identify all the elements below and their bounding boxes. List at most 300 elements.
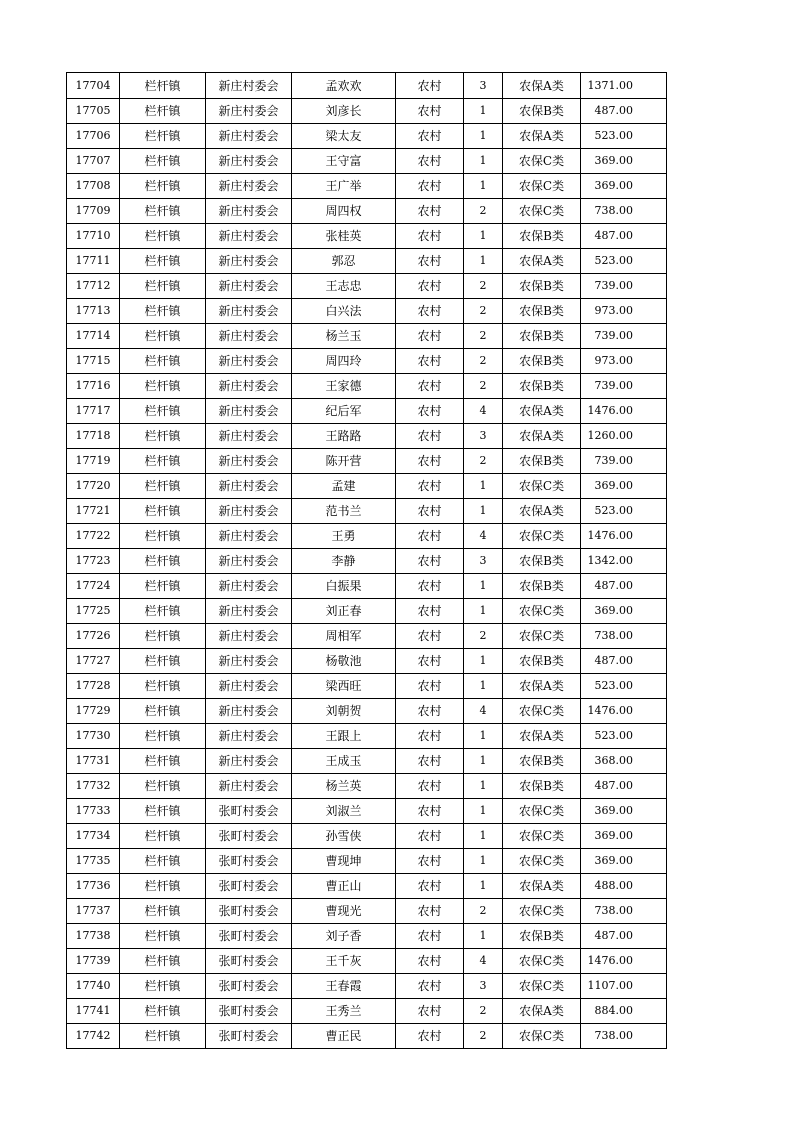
village-committee-cell: 新庄村委会 [206,99,292,124]
name-cell: 王春霞 [292,974,396,999]
town-cell: 栏杆镇 [120,499,206,524]
amount-cell: 369.00 [581,149,667,174]
category-cell: 农保A类 [503,499,581,524]
category-cell: 农保C类 [503,899,581,924]
table-body [67,73,667,1049]
household-size-cell: 2 [464,374,503,399]
name-cell: 郭忍 [292,249,396,274]
area-type-cell: 农村 [396,299,464,324]
area-type-cell: 农村 [396,249,464,274]
household-size-cell: 3 [464,549,503,574]
table-row [67,899,667,924]
village-committee-cell: 新庄村委会 [206,124,292,149]
village-committee-cell: 张町村委会 [206,824,292,849]
village-committee-cell: 张町村委会 [206,899,292,924]
area-type-cell: 农村 [396,199,464,224]
table-row [67,924,667,949]
town-cell: 栏杆镇 [120,749,206,774]
village-committee-cell: 新庄村委会 [206,399,292,424]
town-cell: 栏杆镇 [120,699,206,724]
household-size-cell: 2 [464,349,503,374]
town-cell: 栏杆镇 [120,299,206,324]
serial-number-cell: 17738 [67,924,120,949]
household-size-cell: 4 [464,524,503,549]
serial-number-cell: 17731 [67,749,120,774]
amount-cell: 973.00 [581,349,667,374]
category-cell: 农保B类 [503,349,581,374]
table-row [67,774,667,799]
town-cell: 栏杆镇 [120,224,206,249]
name-cell: 范书兰 [292,499,396,524]
household-size-cell: 2 [464,299,503,324]
name-cell: 张桂英 [292,224,396,249]
table-row [67,99,667,124]
village-committee-cell: 张町村委会 [206,999,292,1024]
household-size-cell: 1 [464,474,503,499]
area-type-cell: 农村 [396,449,464,474]
category-cell: 农保C类 [503,524,581,549]
name-cell: 王千灰 [292,949,396,974]
household-size-cell: 1 [464,724,503,749]
household-size-cell: 1 [464,749,503,774]
area-type-cell: 农村 [396,999,464,1024]
town-cell: 栏杆镇 [120,324,206,349]
category-cell: 农保B类 [503,649,581,674]
name-cell: 周相军 [292,624,396,649]
amount-cell: 738.00 [581,624,667,649]
area-type-cell: 农村 [396,524,464,549]
table-row [67,949,667,974]
household-size-cell: 3 [464,424,503,449]
area-type-cell: 农村 [396,424,464,449]
name-cell: 刘正春 [292,599,396,624]
amount-cell: 369.00 [581,824,667,849]
village-committee-cell: 新庄村委会 [206,474,292,499]
category-cell: 农保B类 [503,449,581,474]
household-size-cell: 1 [464,599,503,624]
town-cell: 栏杆镇 [120,124,206,149]
category-cell: 农保C类 [503,624,581,649]
category-cell: 农保B类 [503,224,581,249]
serial-number-cell: 17730 [67,724,120,749]
category-cell: 农保B类 [503,99,581,124]
amount-cell: 487.00 [581,224,667,249]
household-size-cell: 1 [464,249,503,274]
village-committee-cell: 新庄村委会 [206,249,292,274]
serial-number-cell: 17741 [67,999,120,1024]
serial-number-cell: 17733 [67,799,120,824]
area-type-cell: 农村 [396,824,464,849]
amount-cell: 738.00 [581,1024,667,1049]
serial-number-cell: 17723 [67,549,120,574]
serial-number-cell: 17704 [67,73,120,99]
village-committee-cell: 新庄村委会 [206,424,292,449]
serial-number-cell: 17740 [67,974,120,999]
category-cell: 农保A类 [503,999,581,1024]
town-cell: 栏杆镇 [120,149,206,174]
town-cell: 栏杆镇 [120,824,206,849]
household-size-cell: 1 [464,124,503,149]
area-type-cell: 农村 [396,399,464,424]
town-cell: 栏杆镇 [120,624,206,649]
amount-cell: 1260.00 [581,424,667,449]
table-row [67,424,667,449]
household-size-cell: 1 [464,774,503,799]
town-cell: 栏杆镇 [120,174,206,199]
amount-cell: 523.00 [581,499,667,524]
category-cell: 农保C类 [503,474,581,499]
town-cell: 栏杆镇 [120,874,206,899]
amount-cell: 973.00 [581,299,667,324]
table-row [67,624,667,649]
category-cell: 农保C类 [503,974,581,999]
table-row [67,524,667,549]
name-cell: 王守富 [292,149,396,174]
serial-number-cell: 17734 [67,824,120,849]
area-type-cell: 农村 [396,724,464,749]
name-cell: 白兴法 [292,299,396,324]
name-cell: 王成玉 [292,749,396,774]
town-cell: 栏杆镇 [120,974,206,999]
town-cell: 栏杆镇 [120,899,206,924]
town-cell: 栏杆镇 [120,799,206,824]
area-type-cell: 农村 [396,924,464,949]
area-type-cell: 农村 [396,874,464,899]
table-row [67,724,667,749]
table-row [67,824,667,849]
name-cell: 王跟上 [292,724,396,749]
category-cell: 农保C类 [503,149,581,174]
name-cell: 曹现坤 [292,849,396,874]
category-cell: 农保A类 [503,424,581,449]
name-cell: 周四玲 [292,349,396,374]
area-type-cell: 农村 [396,324,464,349]
amount-cell: 738.00 [581,199,667,224]
serial-number-cell: 17709 [67,199,120,224]
category-cell: 农保C类 [503,949,581,974]
village-committee-cell: 张町村委会 [206,849,292,874]
village-committee-cell: 张町村委会 [206,874,292,899]
town-cell: 栏杆镇 [120,474,206,499]
household-size-cell: 4 [464,699,503,724]
serial-number-cell: 17739 [67,949,120,974]
area-type-cell: 农村 [396,474,464,499]
name-cell: 纪后军 [292,399,396,424]
name-cell: 刘朝贺 [292,699,396,724]
serial-number-cell: 17725 [67,599,120,624]
amount-cell: 487.00 [581,99,667,124]
category-cell: 农保C类 [503,199,581,224]
amount-cell: 369.00 [581,474,667,499]
area-type-cell: 农村 [396,599,464,624]
category-cell: 农保C类 [503,699,581,724]
serial-number-cell: 17718 [67,424,120,449]
table-row [67,73,667,99]
village-committee-cell: 新庄村委会 [206,549,292,574]
village-committee-cell: 新庄村委会 [206,224,292,249]
category-cell: 农保B类 [503,774,581,799]
table-row [67,999,667,1024]
table-row [67,274,667,299]
serial-number-cell: 17721 [67,499,120,524]
table-row [67,599,667,624]
village-committee-cell: 新庄村委会 [206,199,292,224]
town-cell: 栏杆镇 [120,599,206,624]
household-size-cell: 1 [464,499,503,524]
village-committee-cell: 张町村委会 [206,1024,292,1049]
village-committee-cell: 新庄村委会 [206,574,292,599]
amount-cell: 739.00 [581,374,667,399]
amount-cell: 369.00 [581,174,667,199]
town-cell: 栏杆镇 [120,249,206,274]
amount-cell: 1476.00 [581,524,667,549]
category-cell: 农保B类 [503,924,581,949]
serial-number-cell: 17710 [67,224,120,249]
village-committee-cell: 张町村委会 [206,799,292,824]
village-committee-cell: 新庄村委会 [206,749,292,774]
category-cell: 农保A类 [503,724,581,749]
area-type-cell: 农村 [396,974,464,999]
category-cell: 农保B类 [503,274,581,299]
serial-number-cell: 17728 [67,674,120,699]
table-row [67,1024,667,1049]
household-size-cell: 2 [464,999,503,1024]
amount-cell: 739.00 [581,324,667,349]
town-cell: 栏杆镇 [120,649,206,674]
village-committee-cell: 新庄村委会 [206,499,292,524]
name-cell: 王家德 [292,374,396,399]
household-size-cell: 1 [464,224,503,249]
serial-number-cell: 17707 [67,149,120,174]
household-size-cell: 2 [464,449,503,474]
village-committee-cell: 新庄村委会 [206,624,292,649]
table-row [67,199,667,224]
table-row [67,699,667,724]
amount-cell: 1342.00 [581,549,667,574]
category-cell: 农保C类 [503,174,581,199]
household-size-cell: 1 [464,824,503,849]
town-cell: 栏杆镇 [120,374,206,399]
area-type-cell: 农村 [396,949,464,974]
name-cell: 王广举 [292,174,396,199]
town-cell: 栏杆镇 [120,399,206,424]
village-committee-cell: 新庄村委会 [206,324,292,349]
serial-number-cell: 17726 [67,624,120,649]
serial-number-cell: 17737 [67,899,120,924]
area-type-cell: 农村 [396,349,464,374]
table-row [67,149,667,174]
serial-number-cell: 17732 [67,774,120,799]
village-committee-cell: 张町村委会 [206,924,292,949]
village-committee-cell: 新庄村委会 [206,524,292,549]
name-cell: 李静 [292,549,396,574]
serial-number-cell: 17717 [67,399,120,424]
serial-number-cell: 17714 [67,324,120,349]
area-type-cell: 农村 [396,799,464,824]
area-type-cell: 农村 [396,699,464,724]
table-row [67,374,667,399]
village-committee-cell: 张町村委会 [206,974,292,999]
serial-number-cell: 17724 [67,574,120,599]
serial-number-cell: 17727 [67,649,120,674]
name-cell: 王秀兰 [292,999,396,1024]
amount-cell: 739.00 [581,274,667,299]
serial-number-cell: 17736 [67,874,120,899]
name-cell: 刘彦长 [292,99,396,124]
serial-number-cell: 17719 [67,449,120,474]
table-row [67,249,667,274]
town-cell: 栏杆镇 [120,99,206,124]
table-row [67,224,667,249]
village-committee-cell: 新庄村委会 [206,599,292,624]
serial-number-cell: 17706 [67,124,120,149]
category-cell: 农保C类 [503,1024,581,1049]
amount-cell: 1476.00 [581,399,667,424]
table-row [67,874,667,899]
household-size-cell: 2 [464,199,503,224]
town-cell: 栏杆镇 [120,849,206,874]
category-cell: 农保B类 [503,299,581,324]
town-cell: 栏杆镇 [120,524,206,549]
area-type-cell: 农村 [396,149,464,174]
amount-cell: 368.00 [581,749,667,774]
category-cell: 农保A类 [503,674,581,699]
village-committee-cell: 新庄村委会 [206,699,292,724]
amount-cell: 884.00 [581,999,667,1024]
name-cell: 王路路 [292,424,396,449]
name-cell: 梁西旺 [292,674,396,699]
category-cell: 农保B类 [503,374,581,399]
area-type-cell: 农村 [396,124,464,149]
category-cell: 农保C类 [503,824,581,849]
table-row [67,749,667,774]
village-committee-cell: 张町村委会 [206,949,292,974]
category-cell: 农保C类 [503,599,581,624]
category-cell: 农保C类 [503,799,581,824]
name-cell: 刘子香 [292,924,396,949]
household-size-cell: 4 [464,949,503,974]
table-row [67,674,667,699]
table-row [67,649,667,674]
category-cell: 农保A类 [503,249,581,274]
name-cell: 杨兰英 [292,774,396,799]
serial-number-cell: 17742 [67,1024,120,1049]
name-cell: 曹正山 [292,874,396,899]
town-cell: 栏杆镇 [120,949,206,974]
village-committee-cell: 新庄村委会 [206,73,292,99]
household-size-cell: 2 [464,324,503,349]
area-type-cell: 农村 [396,849,464,874]
amount-cell: 487.00 [581,574,667,599]
amount-cell: 523.00 [581,249,667,274]
name-cell: 杨兰玉 [292,324,396,349]
name-cell: 孟欢欢 [292,73,396,99]
table-row [67,499,667,524]
category-cell: 农保A类 [503,73,581,99]
village-committee-cell: 新庄村委会 [206,449,292,474]
name-cell: 周四权 [292,199,396,224]
town-cell: 栏杆镇 [120,424,206,449]
town-cell: 栏杆镇 [120,999,206,1024]
village-committee-cell: 新庄村委会 [206,349,292,374]
serial-number-cell: 17713 [67,299,120,324]
household-size-cell: 1 [464,674,503,699]
serial-number-cell: 17729 [67,699,120,724]
table-row [67,449,667,474]
area-type-cell: 农村 [396,674,464,699]
category-cell: 农保A类 [503,124,581,149]
area-type-cell: 农村 [396,649,464,674]
table-row [67,574,667,599]
name-cell: 曹现光 [292,899,396,924]
town-cell: 栏杆镇 [120,449,206,474]
amount-cell: 523.00 [581,674,667,699]
serial-number-cell: 17708 [67,174,120,199]
amount-cell: 739.00 [581,449,667,474]
amount-cell: 1476.00 [581,949,667,974]
serial-number-cell: 17715 [67,349,120,374]
town-cell: 栏杆镇 [120,724,206,749]
village-committee-cell: 新庄村委会 [206,174,292,199]
amount-cell: 488.00 [581,874,667,899]
category-cell: 农保B类 [503,549,581,574]
name-cell: 刘淑兰 [292,799,396,824]
town-cell: 栏杆镇 [120,774,206,799]
village-committee-cell: 新庄村委会 [206,374,292,399]
amount-cell: 1107.00 [581,974,667,999]
town-cell: 栏杆镇 [120,674,206,699]
table-row [67,849,667,874]
name-cell: 陈开营 [292,449,396,474]
household-size-cell: 1 [464,649,503,674]
village-committee-cell: 新庄村委会 [206,724,292,749]
table-row [67,399,667,424]
area-type-cell: 农村 [396,574,464,599]
name-cell: 王勇 [292,524,396,549]
area-type-cell: 农村 [396,374,464,399]
household-size-cell: 3 [464,974,503,999]
amount-cell: 369.00 [581,799,667,824]
area-type-cell: 农村 [396,224,464,249]
name-cell: 孙雪侠 [292,824,396,849]
table-row [67,474,667,499]
serial-number-cell: 17711 [67,249,120,274]
table-row [67,324,667,349]
area-type-cell: 农村 [396,274,464,299]
household-size-cell: 2 [464,899,503,924]
category-cell: 农保C类 [503,849,581,874]
village-committee-cell: 新庄村委会 [206,299,292,324]
category-cell: 农保B类 [503,574,581,599]
area-type-cell: 农村 [396,624,464,649]
table-row [67,349,667,374]
amount-cell: 523.00 [581,124,667,149]
town-cell: 栏杆镇 [120,349,206,374]
serial-number-cell: 17705 [67,99,120,124]
serial-number-cell: 17722 [67,524,120,549]
household-size-cell: 2 [464,274,503,299]
area-type-cell: 农村 [396,749,464,774]
household-size-cell: 1 [464,574,503,599]
town-cell: 栏杆镇 [120,1024,206,1049]
amount-cell: 523.00 [581,724,667,749]
table-row [67,299,667,324]
village-committee-cell: 新庄村委会 [206,774,292,799]
village-committee-cell: 新庄村委会 [206,674,292,699]
area-type-cell: 农村 [396,73,464,99]
category-cell: 农保A类 [503,874,581,899]
village-committee-cell: 新庄村委会 [206,274,292,299]
